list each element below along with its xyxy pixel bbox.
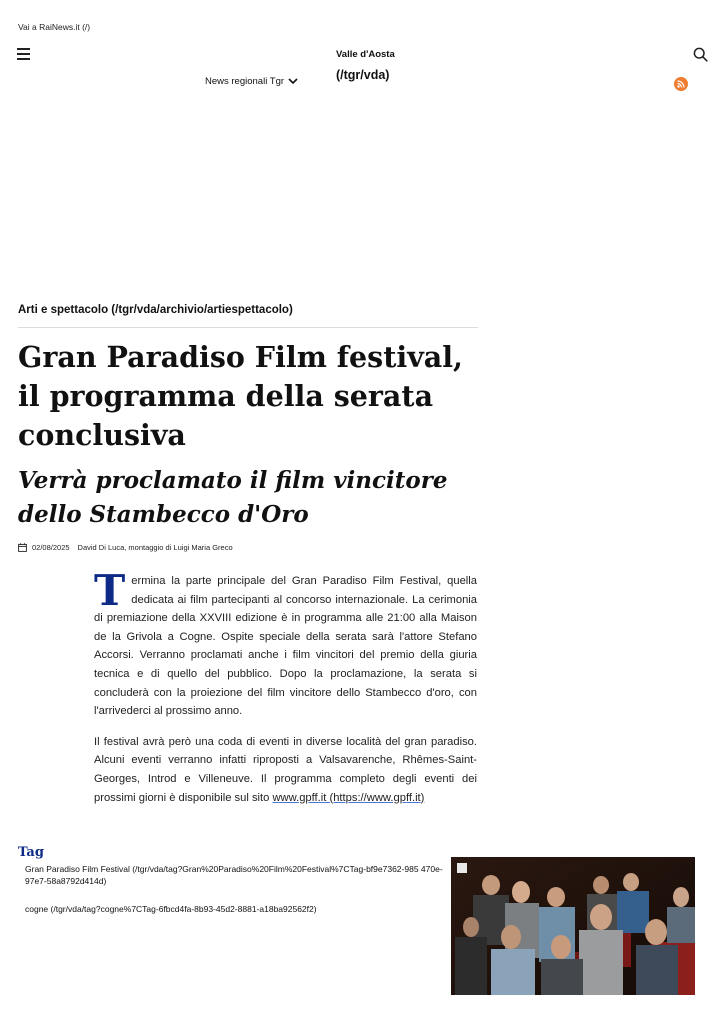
news-regionali-dropdown[interactable] <box>205 76 298 87</box>
rainews-home-link[interactable]: Vai a RaiNews.it (/) <box>18 22 91 32</box>
divider <box>18 327 478 328</box>
tag-item[interactable]: Gran Paradiso Film Festival (/tgr/vda/tag?Gran%20Paradiso%20Film%20Festival%7CTag-bf9e7362-985 470e-97e7-58a8792d414d) <box>25 864 443 886</box>
hamburger-icon[interactable] <box>17 48 30 60</box>
article-title: Gran Paradiso Film festival, il programma della serata conclusiva <box>18 340 463 452</box>
article-subtitle: Verrà proclamato il film vincitore dello Stambecco d'Oro <box>18 467 448 528</box>
news-dropdown-label: News regionali Tgr <box>205 76 285 87</box>
region-link[interactable]: (/tgr/vda) <box>336 68 390 82</box>
gpff-link[interactable]: www.gpff.it (https://www.gpff.it) <box>272 791 425 804</box>
article-paragraph <box>94 566 477 721</box>
tag-item[interactable]: cogne (/tgr/vda/tag?cogne%7CTag-6fbcd4fa-8b93-45d2-8881-a18ba92562f2) <box>25 904 317 914</box>
drop-cap: T <box>94 566 126 615</box>
article-date: 02/08/2025 <box>32 543 70 552</box>
chevron-down-icon <box>288 78 298 85</box>
calendar-icon <box>18 543 27 552</box>
rss-icon[interactable] <box>674 77 688 91</box>
article-body <box>94 566 477 819</box>
article-paragraph <box>94 733 477 807</box>
region-name: Valle d'Aosta <box>336 49 395 60</box>
article-category[interactable]: Arti e spettacolo (/tgr/vda/archivio/artiespettacolo) <box>18 304 293 316</box>
tags-heading: Tag <box>18 845 44 860</box>
search-icon[interactable] <box>693 47 708 62</box>
article-meta <box>18 543 233 552</box>
article-photo <box>451 857 695 995</box>
media-badge-icon <box>457 863 467 873</box>
paragraph-2-text: Il festival avrà però una coda di eventi in diverse località del gran paradiso. Alcuni eventi verranno infatti riproposti a Valsavarenche, Rhêmes-Saint-Georges, Introd e Villeneuve. Il programma completo degli eventi dei prossimi giorni è disponibile sul sito <box>94 735 477 804</box>
paragraph-1-text: ermina la parte principale del Gran Paradiso Film Festival, quella dedicata ai film partecipanti al concorso internazionale. La cerimonia di premiazione della XXVIII edizione è in programma alle 21:00 alla Maison de la Grivola a Cogne. Ospite speciale della serata sarà l'attore Stefano Accorsi. Verranno proclamati anche i film vincitori del premio della giuria tecnica e di quello del pubblico. Dopo la proclamazione, la serata si concluderà con la proiezione del film vincitore dello Stambecco d'oro, con l'arrivederci al prossimo anno. <box>94 575 477 718</box>
article-author: David Di Luca, montaggio di Luigi Maria Greco <box>77 543 233 552</box>
